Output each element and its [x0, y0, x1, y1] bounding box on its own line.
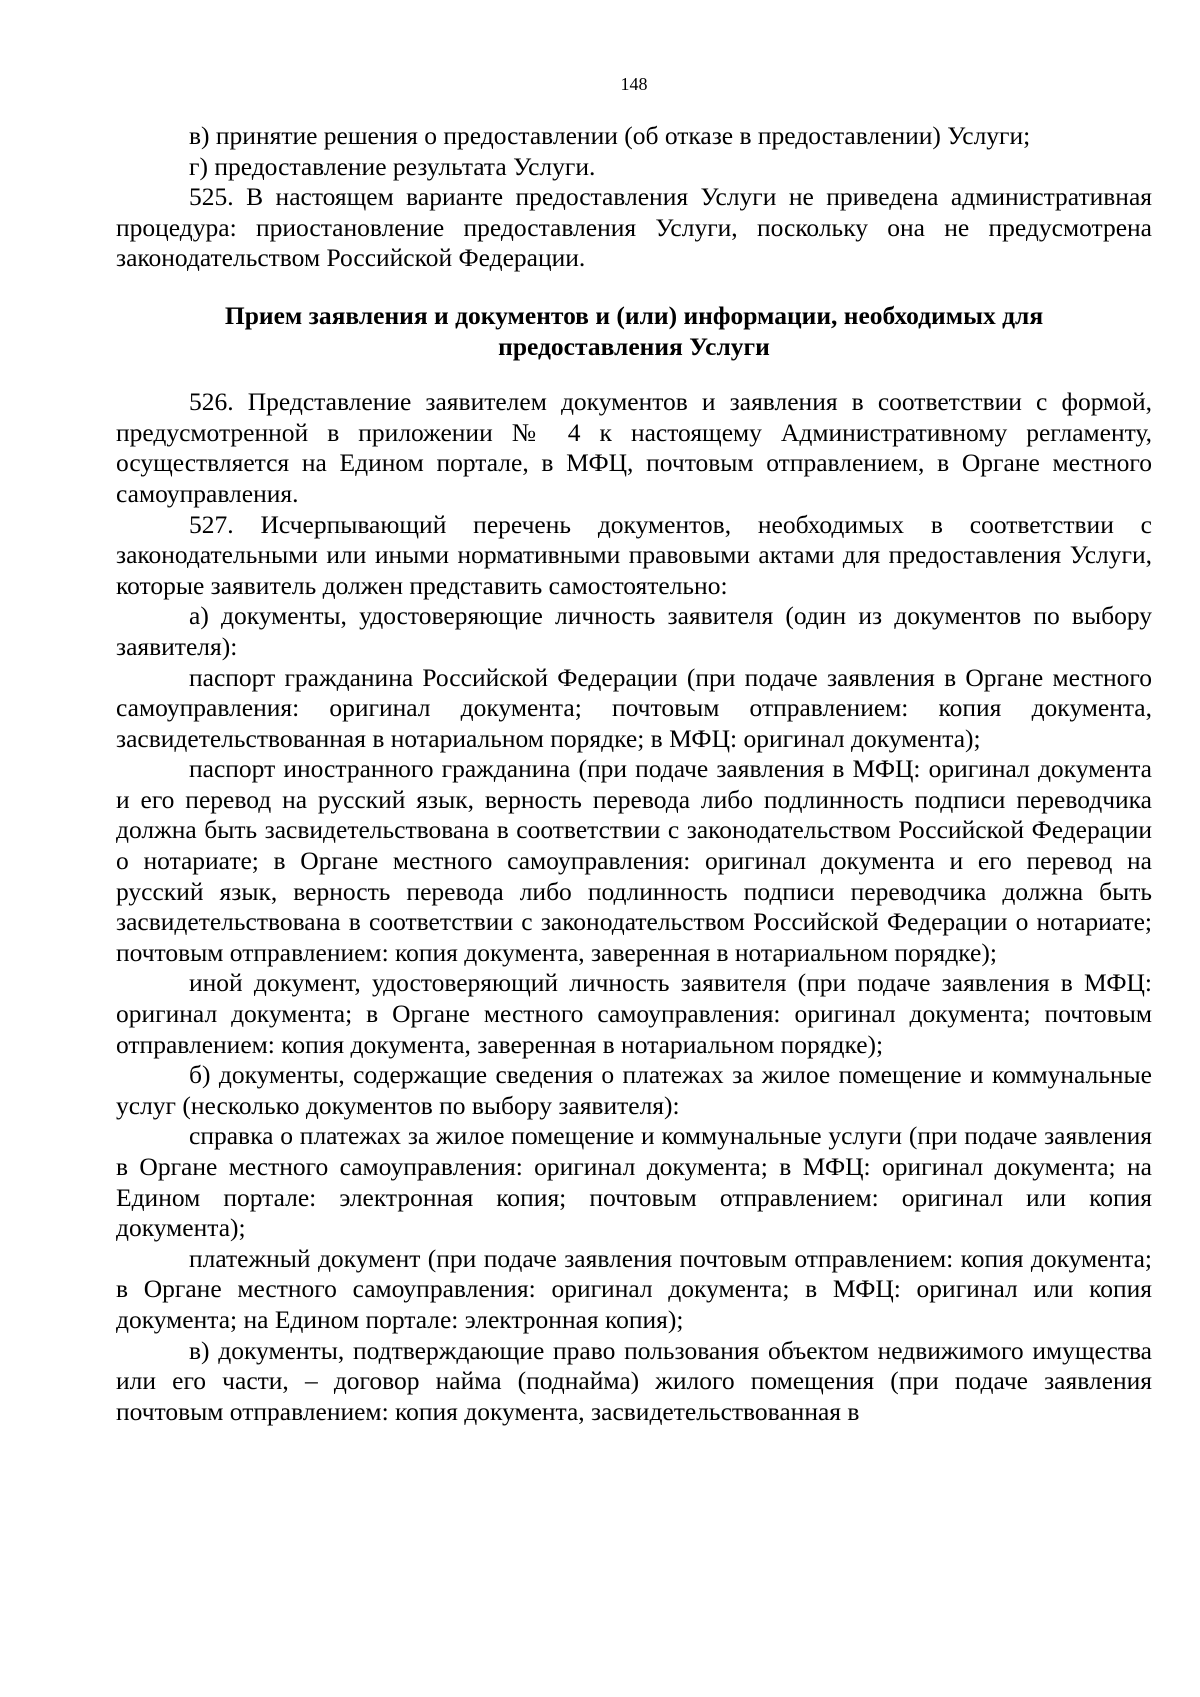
section-heading: Прием заявления и документов и (или) информации, необходимых для предоставления Услуги: [224, 300, 1044, 361]
item-a-identity-docs: а) документы, удостоверяющие личность заявителя (один из документов по выбору заявителя):: [116, 601, 1152, 661]
item-v-property-docs: в) документы, подтверждающие право пользования объектом недвижимого имущества или его части, – договор найма (поднайма) жилого помещения (при подаче заявления почтовым отправлением: копия документа, засвидетельствованная в: [116, 1335, 1152, 1426]
clause-525: 525. В настоящем варианте предоставления Услуги не приведена административная процедура: приостановление предоставления Услуги, поскольку она не предусмотрена законодательством Российской Федерации.: [116, 182, 1152, 273]
item-b-payment-docs: б) документы, содержащие сведения о платежах за жилое помещение и коммунальные услуг (несколько документов по выбору заявителя):: [116, 1060, 1152, 1120]
payment-document: платежный документ (при подаче заявления почтовым отправлением: копия документа; в Органе местного самоуправления: оригинал документа; в МФЦ: оригинал или копия документа; на Едином портале: электронная копия);: [116, 1243, 1152, 1334]
passport-rf: паспорт гражданина Российской Федерации (при подаче заявления в Органе местного самоуправления: оригинал документа; почтовым отправлением: копия документа, засвидетельствованная в нотариальном порядке; в МФЦ: оригинал документа);: [116, 662, 1152, 753]
page-number: 148: [620, 74, 648, 94]
item-v-decision: в) принятие решения о предоставлении (об отказе в предоставлении) Услуги;: [189, 121, 1031, 150]
clause-526: 526. Представление заявителем документов и заявления в соответствии с формой, предусмотренной в приложении № 4 к настоящему Административному регламенту, осуществляется на Едином портале, в МФЦ, почтовым отправлением, в Органе местного самоуправления.: [116, 387, 1152, 508]
payment-certificate: справка о платежах за жилое помещение и коммунальные услуги (при подаче заявления в Органе местного самоуправления: оригинал документа; в МФЦ: оригинал документа; на Едином портале: электронная копия; почтовым отправлением: оригинал или копия документа);: [116, 1121, 1152, 1243]
passport-foreign: паспорт иностранного гражданина (при подаче заявления в МФЦ: оригинал документа и его перевод на русский язык, верность перевода либо подлинность подписи переводчика должна быть засвидетельствована в соответствии с законодательством Российской Федерации о нотариате; в Органе местного самоуправления: оригинал документа и его перевод на русский язык, верность перевода либо подлинность подписи переводчика должна быть засвидетельствована в соответствии с законодательством Российской Федерации о нотариате; почтовым отправлением: копия документа, заверенная в нотариальном порядке);: [116, 754, 1152, 967]
document-body: [116, 121, 1152, 1427]
other-identity-doc: иной документ, удостоверяющий личность заявителя (при подаче заявления в МФЦ: оригинал документа; в Органе местного самоуправления: оригинал документа; почтовым отправлением: копия документа, заверенная в нотариальном порядке);: [116, 968, 1152, 1059]
clause-527: 527. Исчерпывающий перечень документов, необходимых в соответствии с законодательными или иными нормативными правовыми актами для предоставления Услуги, которые заявитель должен представить самостоятельно:: [116, 509, 1152, 600]
item-g-result: г) предоставление результата Услуги.: [189, 151, 596, 181]
